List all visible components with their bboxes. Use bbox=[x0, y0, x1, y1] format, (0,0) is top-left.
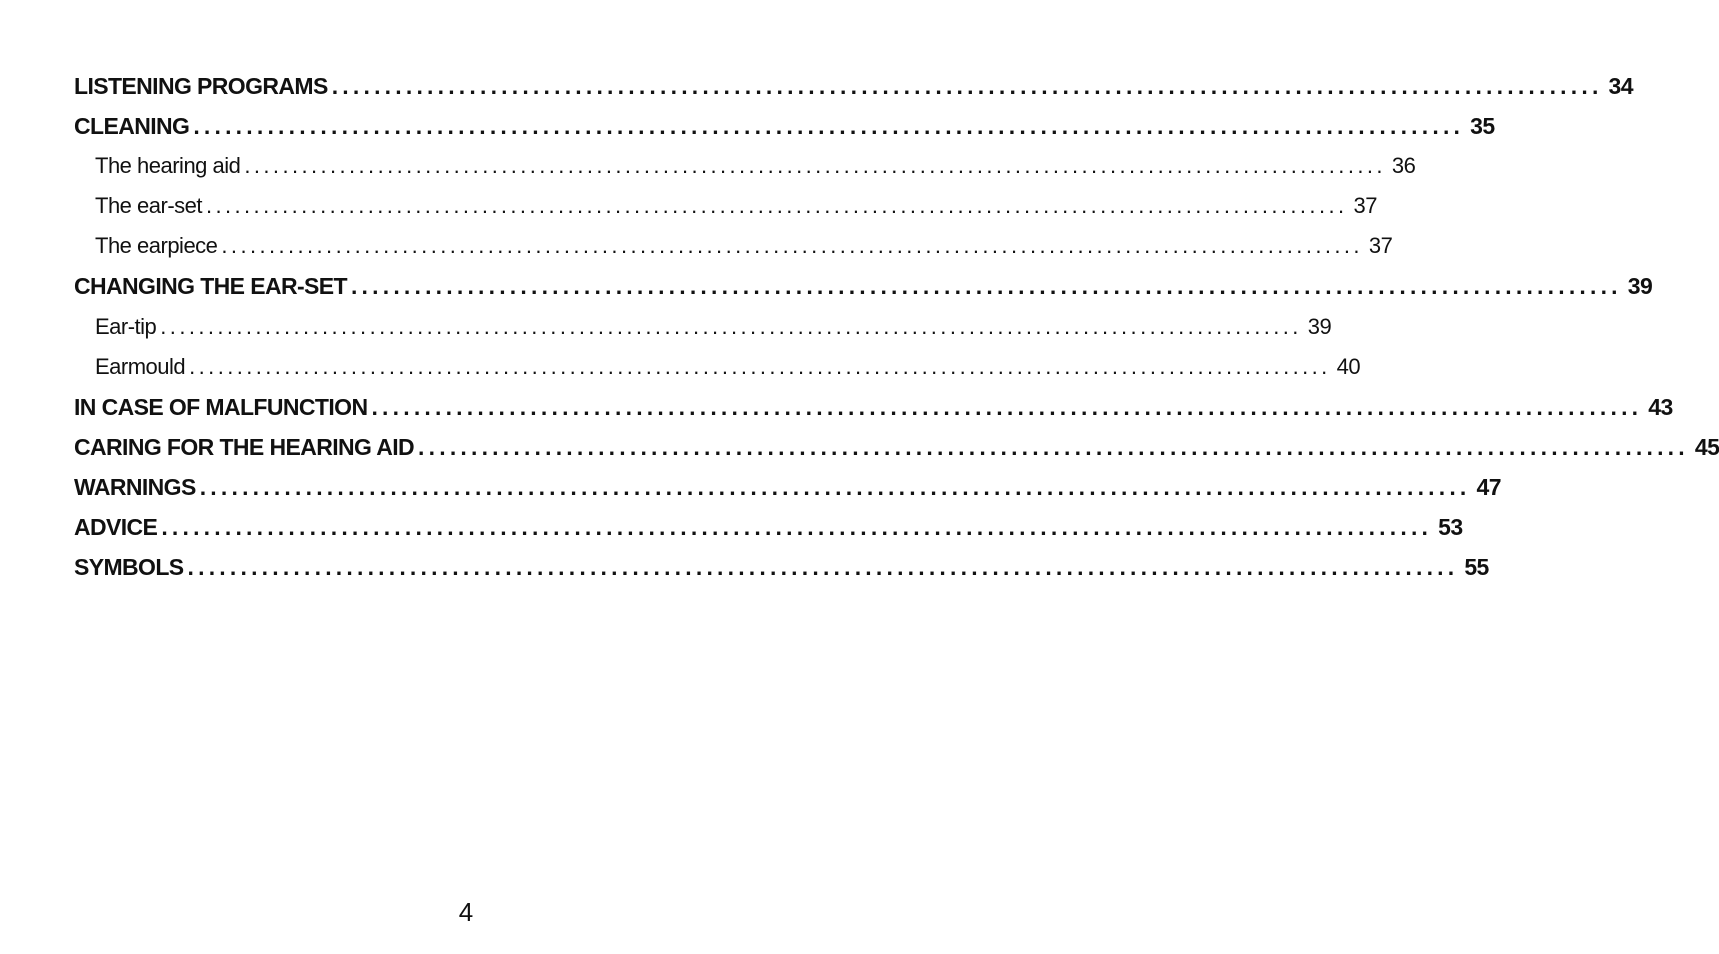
toc-entry-title: Ear-tip bbox=[95, 313, 157, 339]
toc-entry[interactable] bbox=[74, 507, 1463, 547]
toc-subentry[interactable] bbox=[74, 146, 1416, 186]
toc-entry-page: 43 bbox=[1648, 393, 1673, 420]
toc-leader-dots: ........................................................................................................................ bbox=[206, 193, 1348, 219]
toc-entry[interactable] bbox=[74, 427, 1719, 467]
toc-subentry[interactable] bbox=[74, 307, 1332, 347]
toc-entry[interactable] bbox=[74, 387, 1673, 427]
toc-entry-title: The ear-set bbox=[95, 193, 202, 219]
toc-entry-title: SYMBOLS bbox=[74, 554, 184, 581]
toc-entry-title: LISTENING PROGRAMS bbox=[74, 73, 328, 99]
toc-entry-page: 40 bbox=[1336, 353, 1361, 379]
toc-entry-title: CLEANING bbox=[74, 113, 190, 140]
page-number: 4 bbox=[458, 897, 474, 927]
toc-entry-title: CARING FOR THE HEARING AID bbox=[74, 433, 415, 460]
toc-leader-dots: ........................................................................................................................ bbox=[161, 514, 1433, 541]
table-of-contents bbox=[74, 66, 1719, 587]
toc-leader-dots: ........................................................................................................................ bbox=[193, 113, 1465, 140]
toc-leader-dots: ........................................................................................................................ bbox=[371, 393, 1643, 420]
toc-subentry[interactable] bbox=[74, 226, 1393, 266]
toc-entry[interactable] bbox=[74, 106, 1495, 146]
toc-entry[interactable] bbox=[74, 66, 1633, 106]
toc-entry-page: 37 bbox=[1353, 193, 1377, 219]
toc-leader-dots: ........................................................................................................................ bbox=[189, 353, 1331, 379]
toc-leader-dots: ........................................................................................................................ bbox=[244, 153, 1386, 179]
toc-entry-title: WARNINGS bbox=[74, 473, 196, 500]
toc-leader-dots: ........................................................................................................................ bbox=[160, 313, 1302, 339]
toc-entry-page: 55 bbox=[1464, 554, 1489, 581]
toc-entry-title: IN CASE OF MALFUNCTION bbox=[74, 393, 368, 420]
toc-entry[interactable] bbox=[74, 547, 1489, 587]
toc-leader-dots: ........................................................................................................................ bbox=[187, 554, 1459, 581]
toc-entry-title: The earpiece bbox=[95, 233, 218, 259]
toc-leader-dots: ........................................................................................................................ bbox=[199, 473, 1471, 500]
toc-entry[interactable] bbox=[74, 266, 1653, 306]
toc-entry-page: 47 bbox=[1476, 473, 1501, 500]
toc-leader-dots: ........................................................................................................................ bbox=[331, 73, 1603, 99]
toc-subentry[interactable] bbox=[74, 186, 1377, 226]
toc-entry-page: 39 bbox=[1307, 313, 1332, 339]
toc-entry-page: 39 bbox=[1627, 273, 1653, 300]
toc-entry-title: ADVICE bbox=[74, 514, 158, 541]
toc-entry-title: CHANGING THE EAR-SET bbox=[74, 273, 347, 300]
toc-leader-dots: ........................................................................................................................ bbox=[350, 273, 1622, 300]
toc-entry-page: 35 bbox=[1470, 113, 1495, 140]
toc-entry-title: Earmould bbox=[95, 353, 186, 379]
toc-entry-page: 45 bbox=[1694, 433, 1719, 460]
toc-subentry[interactable] bbox=[74, 347, 1361, 387]
toc-entry-page: 53 bbox=[1438, 514, 1463, 541]
toc-leader-dots: ........................................................................................................................ bbox=[221, 233, 1363, 259]
toc-entry-title: The hearing aid bbox=[95, 153, 241, 179]
toc-leader-dots: ........................................................................................................................ bbox=[418, 433, 1689, 460]
toc-entry-page: 34 bbox=[1608, 73, 1633, 99]
toc-entry[interactable] bbox=[74, 467, 1501, 507]
toc-entry-page: 36 bbox=[1391, 153, 1416, 179]
toc-entry-page: 37 bbox=[1368, 233, 1393, 259]
